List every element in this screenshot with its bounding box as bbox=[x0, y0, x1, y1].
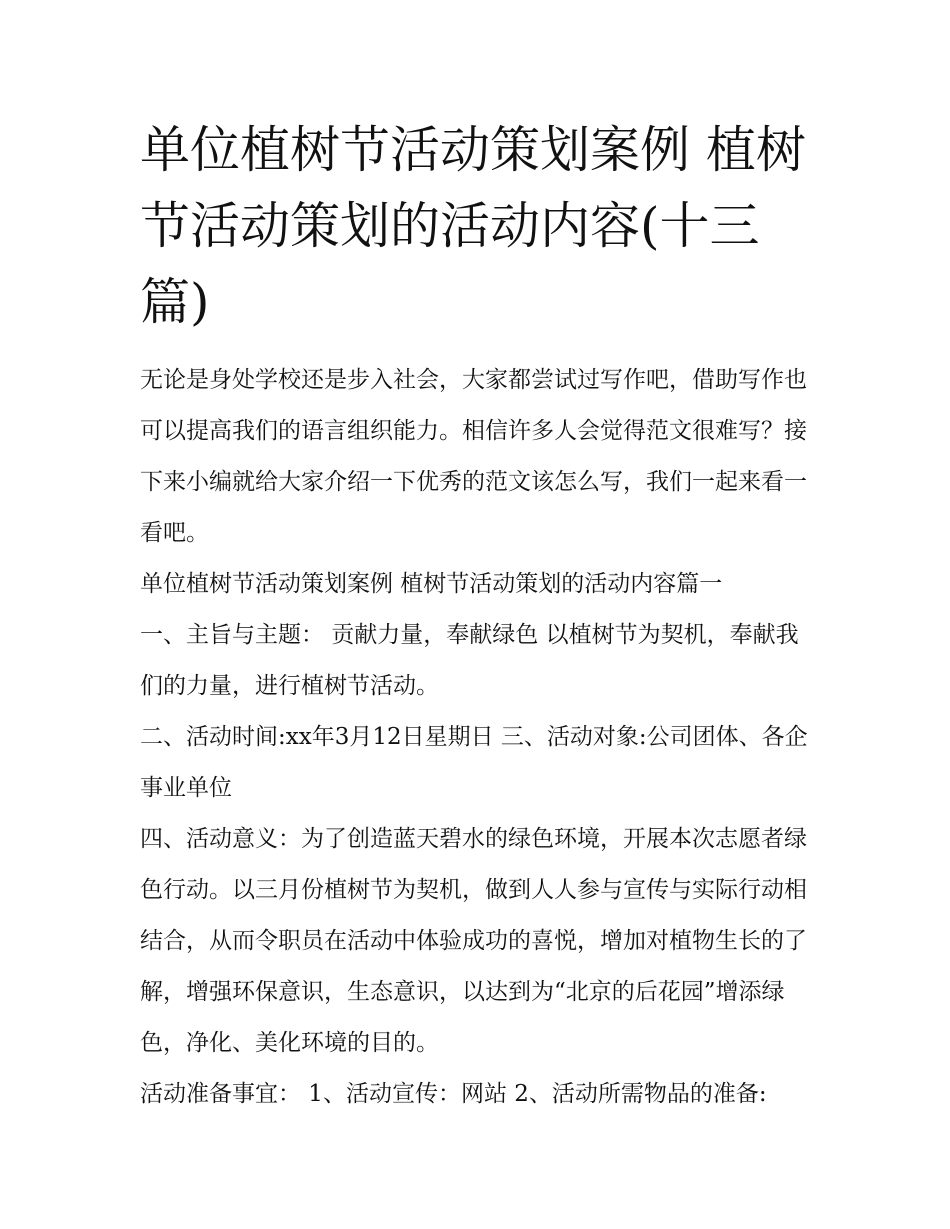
time-target-paragraph: 二、活动时间:xx年3月12日星期日 三、活动对象:公司团体、各企事业单位 bbox=[140, 724, 808, 801]
preparation-paragraph: 活动准备事宜： 1、活动宣传：网站 2、活动所需物品的准备: bbox=[140, 1081, 767, 1107]
significance-paragraph: 四、活动意义：为了创造蓝天碧水的绿色环境，开展本次志愿者绿色行动。以三月份植树节为契机，做到人人参与宣传与实际行动相结合，从而令职员在活动中体验成功的喜悦，增加对植物生长的了解，增强环保意识，生态意识，以达到为“北京的后花园”增添绿色，净化、美化环境的目的。 bbox=[140, 826, 807, 1056]
intro-paragraph: 无论是身处学校还是步入社会，大家都尝试过写作吧，借助写作也可以提高我们的语言组织能力。相信许多人会觉得范文很难写？接下来小编就给大家介绍一下优秀的范文该怎么写，我们一起来看一看吧。 bbox=[140, 367, 807, 546]
document-title: 单位植树节活动策划案例 植树节活动策划的活动内容(十三篇) bbox=[140, 121, 806, 331]
theme-paragraph: 一、主旨与主题： 贡献力量，奉献绿色 以植树节为契机，奉献我们的力量，进行植树节活动。 bbox=[140, 622, 799, 699]
document-body bbox=[140, 355, 820, 1120]
section-heading: 单位植树节活动策划案例 植树节活动策划的活动内容篇一 bbox=[140, 571, 723, 597]
